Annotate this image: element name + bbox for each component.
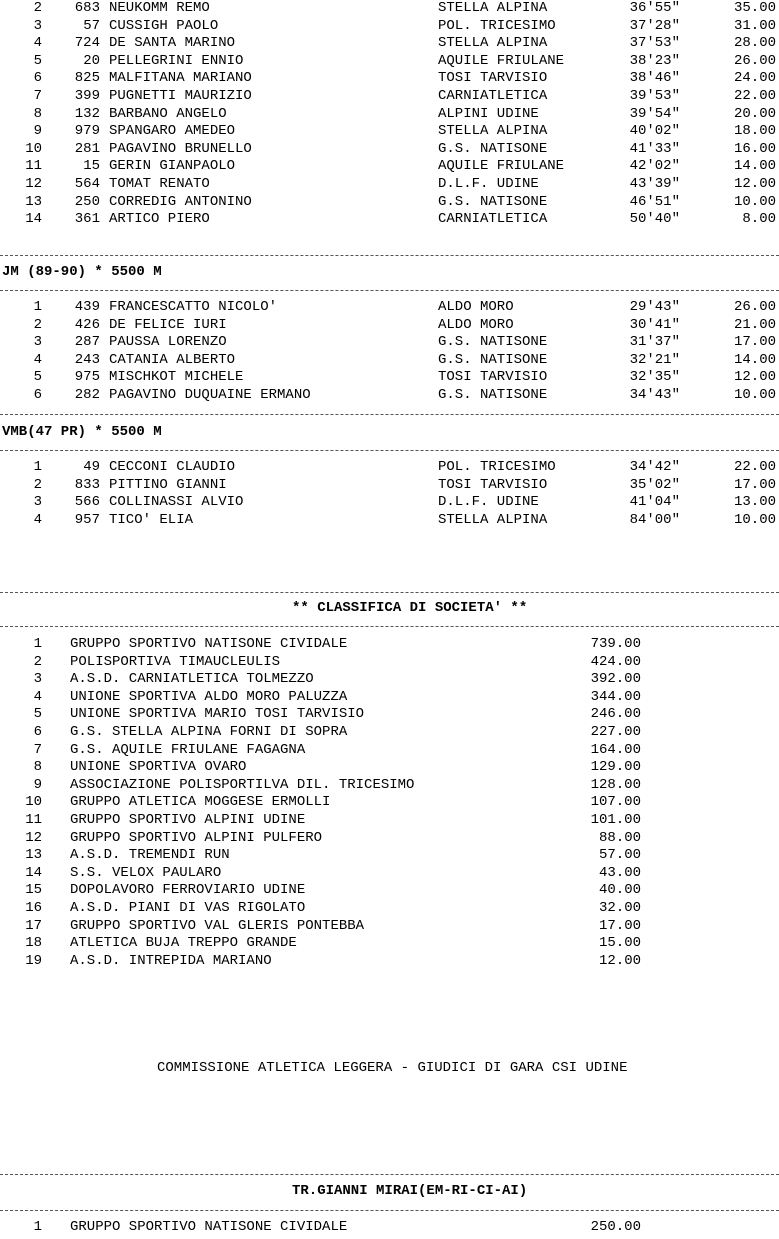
club-name: ALPINI UDINE bbox=[438, 105, 539, 122]
club-name: G.S. NATISONE bbox=[438, 387, 548, 403]
society-name: S.S. VELOX PAULARO bbox=[70, 864, 222, 881]
rank: 10 bbox=[25, 794, 42, 811]
rank: 3 bbox=[33, 17, 42, 34]
society-name: GRUPPO SPORTIVO NATISONE CIVIDALE bbox=[70, 636, 348, 652]
bib-number: 132 bbox=[74, 105, 100, 122]
points: 424.00 bbox=[590, 653, 641, 670]
race-time: 37'28" bbox=[629, 17, 680, 34]
race-time: 39'54" bbox=[629, 105, 680, 122]
result-row bbox=[0, 299, 779, 317]
result-row bbox=[0, 18, 779, 36]
result-row bbox=[0, 88, 779, 106]
bib-number: 564 bbox=[74, 176, 100, 192]
points: 32.00 bbox=[598, 900, 641, 916]
points: 35.00 bbox=[733, 0, 776, 16]
club-name: STELLA ALPINA bbox=[438, 35, 548, 52]
bib-number: 361 bbox=[74, 211, 100, 228]
club-name: AQUILE FRIULANE bbox=[438, 52, 565, 69]
points: 12.00 bbox=[733, 176, 776, 192]
bib-number: 975 bbox=[74, 369, 100, 386]
rank: 3 bbox=[33, 494, 42, 511]
race-time: 40'02" bbox=[629, 123, 680, 140]
result-row bbox=[0, 317, 779, 335]
rank: 3 bbox=[33, 671, 42, 688]
society-row bbox=[0, 759, 779, 777]
bib-number: 243 bbox=[74, 351, 100, 368]
result-row bbox=[0, 211, 779, 229]
category-title: JM (89-90) * 5500 M bbox=[2, 264, 162, 280]
bib-number: 957 bbox=[74, 511, 100, 528]
rank: 19 bbox=[25, 952, 42, 969]
bib-number: 282 bbox=[74, 387, 100, 403]
race-time: 37'53" bbox=[629, 35, 680, 52]
rank: 11 bbox=[25, 812, 42, 828]
points: 17.00 bbox=[733, 476, 776, 493]
society-name: A.S.D. CARNIATLETICA TOLMEZZO bbox=[70, 671, 314, 688]
rank: 17 bbox=[25, 917, 42, 934]
section-divider bbox=[0, 1174, 779, 1175]
athlete-name: FRANCESCATTO NICOLO' bbox=[109, 299, 278, 315]
points: 10.00 bbox=[733, 387, 776, 403]
points: 129.00 bbox=[590, 759, 641, 776]
club-name: STELLA ALPINA bbox=[438, 123, 548, 140]
rank: 12 bbox=[25, 176, 42, 192]
points: 18.00 bbox=[733, 123, 776, 140]
section-divider bbox=[0, 414, 779, 415]
society-row bbox=[0, 900, 779, 918]
points: 10.00 bbox=[733, 193, 776, 210]
athlete-name: CUSSIGH PAOLO bbox=[109, 17, 219, 34]
points: 227.00 bbox=[590, 724, 641, 740]
bib-number: 399 bbox=[74, 88, 100, 104]
section-divider bbox=[0, 255, 779, 256]
club-name: STELLA ALPINA bbox=[438, 0, 548, 16]
rank: 4 bbox=[33, 511, 42, 528]
athlete-name: SPANGARO AMEDEO bbox=[109, 123, 236, 140]
rank: 14 bbox=[25, 864, 42, 881]
society-row bbox=[0, 865, 779, 883]
society-row bbox=[0, 935, 779, 953]
society-name: A.S.D. TREMENDI RUN bbox=[70, 847, 230, 864]
rank: 16 bbox=[25, 900, 42, 916]
athlete-name: COLLINASSI ALVIO bbox=[109, 494, 244, 511]
rank: 4 bbox=[33, 351, 42, 368]
points: 88.00 bbox=[598, 829, 641, 846]
race-time: 43'39" bbox=[629, 176, 680, 192]
result-row bbox=[0, 459, 779, 477]
result-row bbox=[0, 512, 779, 530]
rank: 8 bbox=[33, 759, 42, 776]
bib-number: 20 bbox=[83, 52, 100, 69]
points: 8.00 bbox=[742, 211, 776, 228]
race-time: 30'41" bbox=[629, 316, 680, 333]
society-name: ASSOCIAZIONE POLISPORTILVA DIL. TRICESIMO bbox=[70, 776, 415, 793]
society-name: GRUPPO SPORTIVO VAL GLERIS PONTEBBA bbox=[70, 917, 365, 934]
points: 392.00 bbox=[590, 671, 641, 688]
result-row bbox=[0, 0, 779, 18]
club-name: CARNIATLETICA bbox=[438, 211, 548, 228]
race-time: 41'33" bbox=[629, 140, 680, 157]
society-row bbox=[0, 706, 779, 724]
result-row bbox=[0, 53, 779, 71]
race-time: 38'23" bbox=[629, 52, 680, 69]
society-name: DOPOLAVORO FERROVIARIO UDINE bbox=[70, 882, 306, 899]
rank: 8 bbox=[33, 105, 42, 122]
points: 739.00 bbox=[590, 636, 641, 652]
society-name: POLISPORTIVA TIMAUCLEULIS bbox=[70, 653, 281, 670]
rank: 1 bbox=[33, 459, 42, 475]
bib-number: 566 bbox=[74, 494, 100, 511]
section-divider bbox=[0, 290, 779, 291]
points: 24.00 bbox=[733, 70, 776, 87]
rank: 11 bbox=[25, 158, 42, 175]
points: 128.00 bbox=[590, 776, 641, 793]
rank: 7 bbox=[33, 88, 42, 104]
society-row bbox=[0, 812, 779, 830]
points: 14.00 bbox=[733, 351, 776, 368]
society-row bbox=[0, 882, 779, 900]
race-time: 50'40" bbox=[629, 211, 680, 228]
result-row bbox=[0, 106, 779, 124]
result-row bbox=[0, 123, 779, 141]
rank: 18 bbox=[25, 935, 42, 952]
club-name: G.S. NATISONE bbox=[438, 193, 548, 210]
points: 43.00 bbox=[598, 864, 641, 881]
points: 17.00 bbox=[598, 917, 641, 934]
race-time: 46'51" bbox=[629, 193, 680, 210]
athlete-name: NEUKOMM REMO bbox=[109, 0, 210, 16]
rank: 13 bbox=[25, 847, 42, 864]
points: 16.00 bbox=[733, 140, 776, 157]
points: 15.00 bbox=[598, 935, 641, 952]
result-row bbox=[0, 35, 779, 53]
bib-number: 287 bbox=[74, 334, 100, 351]
rank: 14 bbox=[25, 211, 42, 228]
result-row bbox=[0, 70, 779, 88]
society-row bbox=[0, 724, 779, 742]
society-row bbox=[0, 742, 779, 760]
club-name: AQUILE FRIULANE bbox=[438, 158, 565, 175]
section-divider bbox=[0, 1210, 779, 1211]
society-name: A.S.D. PIANI DI VAS RIGOLATO bbox=[70, 900, 306, 916]
club-name: ALDO MORO bbox=[438, 316, 514, 333]
society-name: GRUPPO SPORTIVO ALPINI UDINE bbox=[70, 812, 306, 828]
rank: 3 bbox=[33, 334, 42, 351]
rank: 9 bbox=[33, 776, 42, 793]
society-row bbox=[0, 671, 779, 689]
society-name: G.S. AQUILE FRIULANE FAGAGNA bbox=[70, 741, 306, 758]
race-time: 42'02" bbox=[629, 158, 680, 175]
points: 250.00 bbox=[590, 1219, 641, 1235]
rank: 6 bbox=[33, 724, 42, 740]
bib-number: 49 bbox=[83, 459, 100, 475]
result-row bbox=[0, 158, 779, 176]
rank: 4 bbox=[33, 688, 42, 705]
society-row bbox=[0, 689, 779, 707]
athlete-name: PITTINO GIANNI bbox=[109, 476, 227, 493]
bib-number: 979 bbox=[74, 123, 100, 140]
points: 101.00 bbox=[590, 812, 641, 828]
athlete-name: MALFITANA MARIANO bbox=[109, 70, 252, 87]
club-name: D.L.F. UDINE bbox=[438, 176, 539, 192]
rank: 2 bbox=[33, 316, 42, 333]
result-row bbox=[0, 494, 779, 512]
race-time: 32'35" bbox=[629, 369, 680, 386]
athlete-name: CORREDIG ANTONINO bbox=[109, 193, 252, 210]
club-name: TOSI TARVISIO bbox=[438, 476, 548, 493]
race-time: 32'21" bbox=[629, 351, 680, 368]
rank: 2 bbox=[33, 653, 42, 670]
result-row bbox=[0, 387, 779, 405]
points: 164.00 bbox=[590, 741, 641, 758]
race-time: 41'04" bbox=[629, 494, 680, 511]
points: 26.00 bbox=[733, 299, 776, 315]
points: 20.00 bbox=[733, 105, 776, 122]
athlete-name: DE SANTA MARINO bbox=[109, 35, 236, 52]
society-name: UNIONE SPORTIVA ALDO MORO PALUZZA bbox=[70, 688, 348, 705]
points: 17.00 bbox=[733, 334, 776, 351]
result-row bbox=[0, 369, 779, 387]
result-row bbox=[0, 141, 779, 159]
trophy-title: TR.GIANNI MIRAI(EM-RI-CI-AI) bbox=[292, 1183, 528, 1199]
section-divider bbox=[0, 450, 779, 451]
society-name: A.S.D. INTREPIDA MARIANO bbox=[70, 952, 272, 969]
society-row bbox=[0, 777, 779, 795]
points: 31.00 bbox=[733, 17, 776, 34]
points: 344.00 bbox=[590, 688, 641, 705]
commission-note: COMMISSIONE ATLETICA LEGGERA - GIUDICI DI GARA CSI UDINE bbox=[157, 1060, 628, 1076]
club-name: TOSI TARVISIO bbox=[438, 369, 548, 386]
points: 22.00 bbox=[733, 459, 776, 475]
society-row bbox=[0, 654, 779, 672]
rank: 2 bbox=[33, 476, 42, 493]
result-row bbox=[0, 194, 779, 212]
race-time: 38'46" bbox=[629, 70, 680, 87]
athlete-name: DE FELICE IURI bbox=[109, 316, 227, 333]
points: 22.00 bbox=[733, 88, 776, 104]
athlete-name: CATANIA ALBERTO bbox=[109, 351, 236, 368]
result-row bbox=[0, 334, 779, 352]
society-name: G.S. STELLA ALPINA FORNI DI SOPRA bbox=[70, 724, 348, 740]
bib-number: 281 bbox=[74, 140, 100, 157]
race-time: 34'42" bbox=[629, 459, 680, 475]
rank: 4 bbox=[33, 35, 42, 52]
points: 26.00 bbox=[733, 52, 776, 69]
result-row bbox=[0, 477, 779, 495]
bib-number: 833 bbox=[74, 476, 100, 493]
rank: 1 bbox=[33, 299, 42, 315]
bib-number: 825 bbox=[74, 70, 100, 87]
club-name: CARNIATLETICA bbox=[438, 88, 548, 104]
section-divider bbox=[0, 626, 779, 627]
bib-number: 724 bbox=[74, 35, 100, 52]
bib-number: 426 bbox=[74, 316, 100, 333]
society-name: GRUPPO ATLETICA MOGGESE ERMOLLI bbox=[70, 794, 331, 811]
club-name: STELLA ALPINA bbox=[438, 511, 548, 528]
athlete-name: PAGAVINO DUQUAINE ERMANO bbox=[109, 387, 311, 403]
athlete-name: BARBANO ANGELO bbox=[109, 105, 227, 122]
points: 107.00 bbox=[590, 794, 641, 811]
rank: 1 bbox=[33, 1219, 42, 1235]
rank: 15 bbox=[25, 882, 42, 899]
section-divider bbox=[0, 592, 779, 593]
society-name: UNIONE SPORTIVA OVARO bbox=[70, 759, 247, 776]
club-name: ALDO MORO bbox=[438, 299, 514, 315]
athlete-name: TICO' ELIA bbox=[109, 511, 194, 528]
race-time: 36'55" bbox=[629, 0, 680, 16]
points: 57.00 bbox=[598, 847, 641, 864]
athlete-name: PUGNETTI MAURIZIO bbox=[109, 88, 252, 104]
rank: 9 bbox=[33, 123, 42, 140]
rank: 7 bbox=[33, 741, 42, 758]
rank: 5 bbox=[33, 52, 42, 69]
result-row bbox=[0, 352, 779, 370]
athlete-name: MISCHKOT MICHELE bbox=[109, 369, 244, 386]
rank: 5 bbox=[33, 706, 42, 723]
points: 40.00 bbox=[598, 882, 641, 899]
points: 13.00 bbox=[733, 494, 776, 511]
race-time: 31'37" bbox=[629, 334, 680, 351]
bib-number: 57 bbox=[83, 17, 100, 34]
result-row bbox=[0, 176, 779, 194]
points: 246.00 bbox=[590, 706, 641, 723]
bib-number: 683 bbox=[74, 0, 100, 16]
athlete-name: GERIN GIANPAOLO bbox=[109, 158, 236, 175]
race-time: 39'53" bbox=[629, 88, 680, 104]
trophy-row bbox=[0, 1219, 779, 1237]
club-name: POL. TRICESIMO bbox=[438, 17, 556, 34]
athlete-name: TOMAT RENATO bbox=[109, 176, 210, 192]
rank: 6 bbox=[33, 387, 42, 403]
athlete-name: PAUSSA LORENZO bbox=[109, 334, 227, 351]
race-time: 29'43" bbox=[629, 299, 680, 315]
society-ranking-title: ** CLASSIFICA DI SOCIETA' ** bbox=[292, 600, 528, 616]
points: 12.00 bbox=[733, 369, 776, 386]
bib-number: 439 bbox=[74, 299, 100, 315]
club-name: POL. TRICESIMO bbox=[438, 459, 556, 475]
athlete-name: PAGAVINO BRUNELLO bbox=[109, 140, 252, 157]
points: 10.00 bbox=[733, 511, 776, 528]
points: 12.00 bbox=[598, 952, 641, 969]
rank: 2 bbox=[33, 0, 42, 16]
society-row bbox=[0, 636, 779, 654]
rank: 13 bbox=[25, 193, 42, 210]
rank: 5 bbox=[33, 369, 42, 386]
club-name: G.S. NATISONE bbox=[438, 140, 548, 157]
rank: 10 bbox=[25, 140, 42, 157]
club-name: G.S. NATISONE bbox=[438, 334, 548, 351]
points: 21.00 bbox=[733, 316, 776, 333]
society-row bbox=[0, 953, 779, 971]
society-row bbox=[0, 794, 779, 812]
bib-number: 15 bbox=[83, 158, 100, 175]
society-name: GRUPPO SPORTIVO ALPINI PULFERO bbox=[70, 829, 323, 846]
society-name: GRUPPO SPORTIVO NATISONE CIVIDALE bbox=[70, 1219, 348, 1235]
society-row bbox=[0, 830, 779, 848]
race-time: 34'43" bbox=[629, 387, 680, 403]
race-time: 84'00" bbox=[629, 511, 680, 528]
club-name: TOSI TARVISIO bbox=[438, 70, 548, 87]
society-name: ATLETICA BUJA TREPPO GRANDE bbox=[70, 935, 297, 952]
club-name: D.L.F. UDINE bbox=[438, 494, 539, 511]
race-time: 35'02" bbox=[629, 476, 680, 493]
rank: 1 bbox=[33, 636, 42, 652]
points: 28.00 bbox=[733, 35, 776, 52]
athlete-name: ARTICO PIERO bbox=[109, 211, 210, 228]
category-title: VMB(47 PR) * 5500 M bbox=[2, 424, 162, 440]
athlete-name: PELLEGRINI ENNIO bbox=[109, 52, 244, 69]
bib-number: 250 bbox=[74, 193, 100, 210]
society-row bbox=[0, 918, 779, 936]
society-name: UNIONE SPORTIVA MARIO TOSI TARVISIO bbox=[70, 706, 365, 723]
athlete-name: CECCONI CLAUDIO bbox=[109, 459, 236, 475]
points: 14.00 bbox=[733, 158, 776, 175]
rank: 6 bbox=[33, 70, 42, 87]
club-name: G.S. NATISONE bbox=[438, 351, 548, 368]
society-row bbox=[0, 847, 779, 865]
rank: 12 bbox=[25, 829, 42, 846]
